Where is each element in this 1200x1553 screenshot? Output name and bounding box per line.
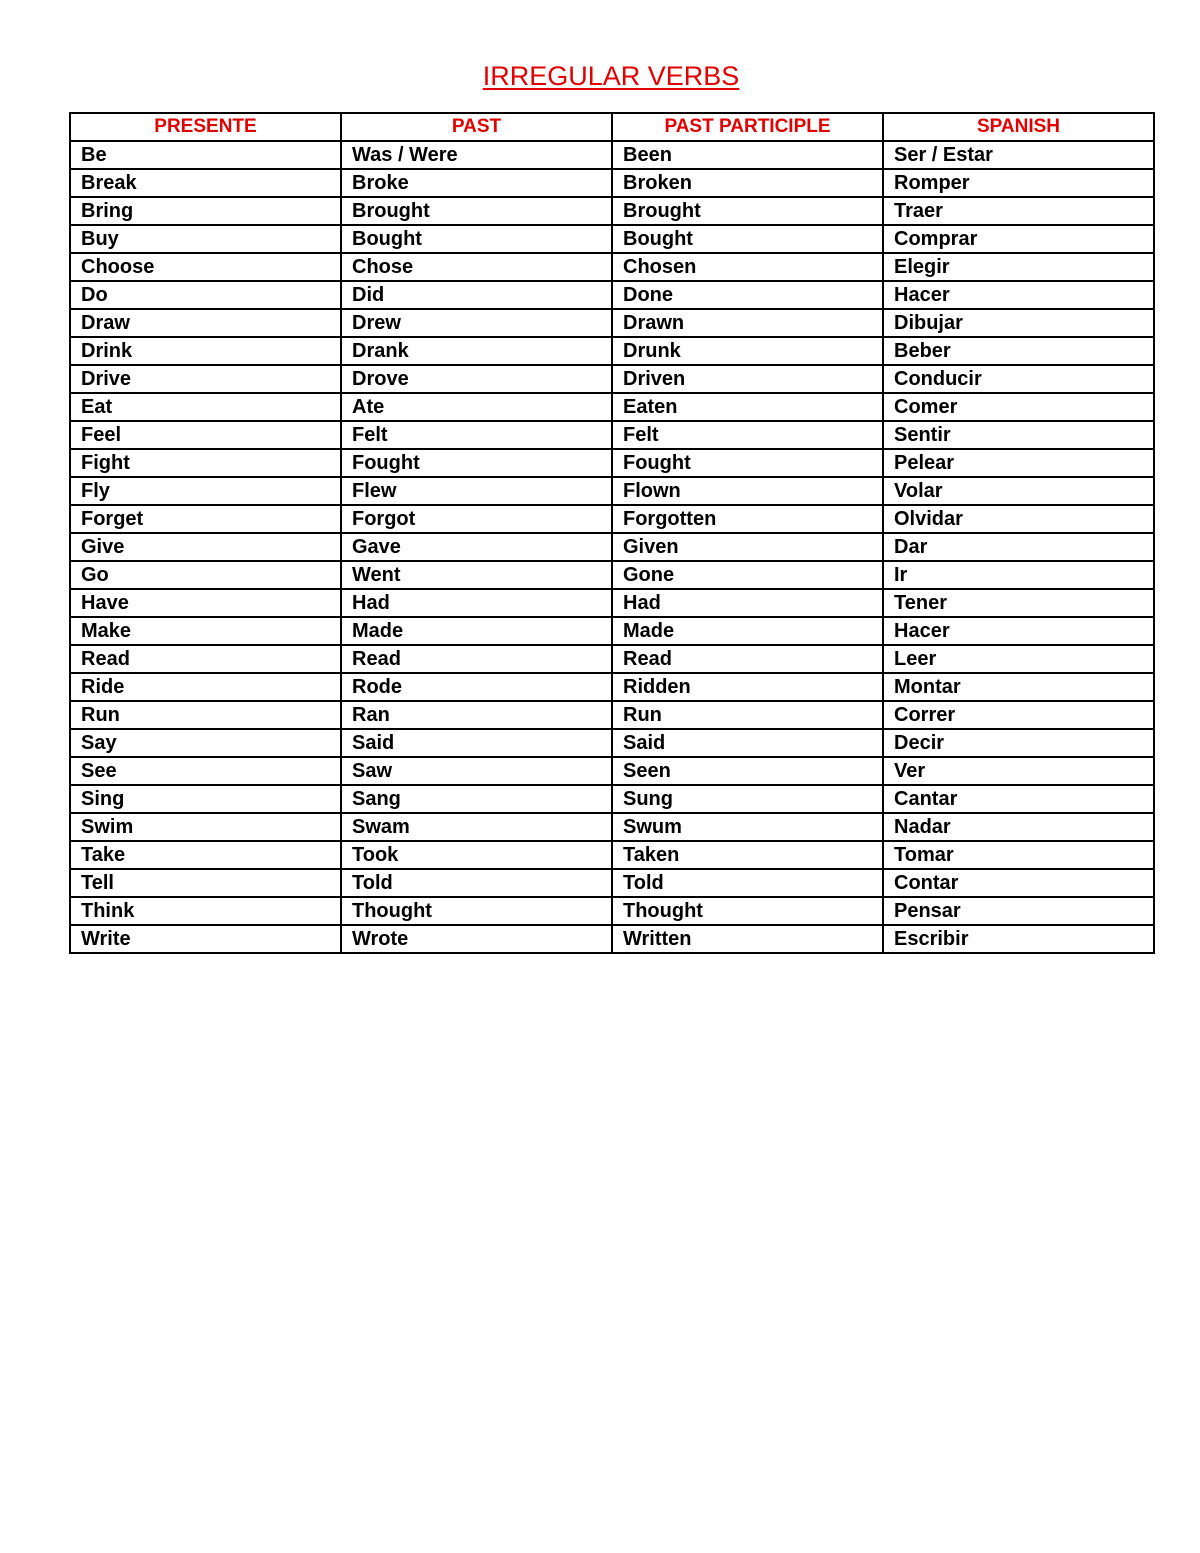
cell-spanish: Volar xyxy=(883,477,1154,505)
cell-presente: Buy xyxy=(70,225,341,253)
cell-past: Rode xyxy=(341,673,612,701)
table-row xyxy=(70,505,1154,533)
cell-spanish: Hacer xyxy=(883,617,1154,645)
cell-past: Said xyxy=(341,729,612,757)
table-row xyxy=(70,645,1154,673)
cell-past: Was / Were xyxy=(341,141,612,169)
table-row xyxy=(70,841,1154,869)
cell-past: Drank xyxy=(341,337,612,365)
cell-past: Went xyxy=(341,561,612,589)
cell-presente: Be xyxy=(70,141,341,169)
cell-spanish: Dar xyxy=(883,533,1154,561)
header-spanish: SPANISH xyxy=(883,113,1154,141)
cell-past-participle: Ridden xyxy=(612,673,883,701)
table-row xyxy=(70,197,1154,225)
table-row xyxy=(70,365,1154,393)
table-row xyxy=(70,533,1154,561)
cell-past: Gave xyxy=(341,533,612,561)
cell-past: Ran xyxy=(341,701,612,729)
cell-past: Felt xyxy=(341,421,612,449)
table-row xyxy=(70,925,1154,953)
cell-past: Ate xyxy=(341,393,612,421)
header-row xyxy=(70,113,1154,141)
cell-spanish: Ver xyxy=(883,757,1154,785)
cell-spanish: Beber xyxy=(883,337,1154,365)
cell-past-participle: Taken xyxy=(612,841,883,869)
cell-past-participle: Run xyxy=(612,701,883,729)
cell-past-participle: Had xyxy=(612,589,883,617)
table-row xyxy=(70,617,1154,645)
cell-spanish: Escribir xyxy=(883,925,1154,953)
table-row xyxy=(70,813,1154,841)
cell-past: Saw xyxy=(341,757,612,785)
cell-presente: Sing xyxy=(70,785,341,813)
cell-presente: Say xyxy=(70,729,341,757)
cell-spanish: Romper xyxy=(883,169,1154,197)
cell-past-participle: Given xyxy=(612,533,883,561)
cell-presente: Make xyxy=(70,617,341,645)
cell-spanish: Pensar xyxy=(883,897,1154,925)
cell-presente: Give xyxy=(70,533,341,561)
cell-presente: See xyxy=(70,757,341,785)
cell-presente: Draw xyxy=(70,309,341,337)
cell-past: Told xyxy=(341,869,612,897)
cell-past: Sang xyxy=(341,785,612,813)
cell-presente: Tell xyxy=(70,869,341,897)
cell-presente: Write xyxy=(70,925,341,953)
cell-past-participle: Gone xyxy=(612,561,883,589)
cell-spanish: Cantar xyxy=(883,785,1154,813)
cell-past: Brought xyxy=(341,197,612,225)
cell-past: Drove xyxy=(341,365,612,393)
cell-past-participle: Drawn xyxy=(612,309,883,337)
cell-spanish: Ir xyxy=(883,561,1154,589)
cell-presente: Have xyxy=(70,589,341,617)
header-past: PAST xyxy=(341,113,612,141)
cell-past-participle: Done xyxy=(612,281,883,309)
cell-spanish: Comer xyxy=(883,393,1154,421)
cell-presente: Ride xyxy=(70,673,341,701)
cell-spanish: Olvidar xyxy=(883,505,1154,533)
table-row xyxy=(70,897,1154,925)
cell-past: Read xyxy=(341,645,612,673)
cell-spanish: Tomar xyxy=(883,841,1154,869)
cell-presente: Take xyxy=(70,841,341,869)
cell-past-participle: Been xyxy=(612,141,883,169)
verb-table-header xyxy=(70,113,1154,141)
cell-past-participle: Written xyxy=(612,925,883,953)
table-row xyxy=(70,589,1154,617)
cell-past-participle: Drunk xyxy=(612,337,883,365)
cell-presente: Do xyxy=(70,281,341,309)
cell-presente: Read xyxy=(70,645,341,673)
table-row xyxy=(70,225,1154,253)
cell-past-participle: Thought xyxy=(612,897,883,925)
table-row xyxy=(70,449,1154,477)
cell-past-participle: Fought xyxy=(612,449,883,477)
cell-spanish: Comprar xyxy=(883,225,1154,253)
cell-past-participle: Forgotten xyxy=(612,505,883,533)
table-row xyxy=(70,757,1154,785)
verb-table xyxy=(69,112,1155,954)
cell-presente: Drink xyxy=(70,337,341,365)
table-row xyxy=(70,337,1154,365)
cell-past-participle: Brought xyxy=(612,197,883,225)
cell-past: Did xyxy=(341,281,612,309)
cell-spanish: Correr xyxy=(883,701,1154,729)
table-row xyxy=(70,253,1154,281)
table-row xyxy=(70,869,1154,897)
table-row xyxy=(70,141,1154,169)
cell-past-participle: Made xyxy=(612,617,883,645)
cell-past-participle: Swum xyxy=(612,813,883,841)
cell-spanish: Decir xyxy=(883,729,1154,757)
cell-presente: Eat xyxy=(70,393,341,421)
cell-spanish: Conducir xyxy=(883,365,1154,393)
cell-past: Thought xyxy=(341,897,612,925)
cell-past-participle: Broken xyxy=(612,169,883,197)
cell-past-participle: Told xyxy=(612,869,883,897)
cell-past: Had xyxy=(341,589,612,617)
cell-presente: Drive xyxy=(70,365,341,393)
cell-past: Swam xyxy=(341,813,612,841)
cell-spanish: Contar xyxy=(883,869,1154,897)
cell-past-participle: Bought xyxy=(612,225,883,253)
cell-past: Broke xyxy=(341,169,612,197)
cell-presente: Run xyxy=(70,701,341,729)
cell-spanish: Tener xyxy=(883,589,1154,617)
cell-past-participle: Said xyxy=(612,729,883,757)
cell-past: Took xyxy=(341,841,612,869)
cell-spanish: Leer xyxy=(883,645,1154,673)
cell-presente: Swim xyxy=(70,813,341,841)
verb-table-body xyxy=(70,141,1154,953)
header-presente: PRESENTE xyxy=(70,113,341,141)
cell-presente: Break xyxy=(70,169,341,197)
cell-spanish: Pelear xyxy=(883,449,1154,477)
table-row xyxy=(70,785,1154,813)
cell-spanish: Montar xyxy=(883,673,1154,701)
cell-presente: Fight xyxy=(70,449,341,477)
cell-past: Drew xyxy=(341,309,612,337)
cell-past: Made xyxy=(341,617,612,645)
cell-presente: Think xyxy=(70,897,341,925)
cell-past: Forgot xyxy=(341,505,612,533)
cell-past: Wrote xyxy=(341,925,612,953)
cell-presente: Bring xyxy=(70,197,341,225)
cell-presente: Go xyxy=(70,561,341,589)
table-row xyxy=(70,477,1154,505)
cell-presente: Forget xyxy=(70,505,341,533)
table-row xyxy=(70,309,1154,337)
page-title: IRREGULAR VERBS xyxy=(482,61,740,91)
cell-past-participle: Read xyxy=(612,645,883,673)
cell-past: Fought xyxy=(341,449,612,477)
cell-past-participle: Sung xyxy=(612,785,883,813)
cell-past-participle: Felt xyxy=(612,421,883,449)
cell-past: Chose xyxy=(341,253,612,281)
cell-spanish: Dibujar xyxy=(883,309,1154,337)
cell-past: Flew xyxy=(341,477,612,505)
cell-spanish: Nadar xyxy=(883,813,1154,841)
table-row xyxy=(70,281,1154,309)
cell-past: Bought xyxy=(341,225,612,253)
cell-presente: Choose xyxy=(70,253,341,281)
cell-spanish: Sentir xyxy=(883,421,1154,449)
table-row xyxy=(70,673,1154,701)
cell-presente: Fly xyxy=(70,477,341,505)
cell-spanish: Traer xyxy=(883,197,1154,225)
table-row xyxy=(70,561,1154,589)
table-row xyxy=(70,729,1154,757)
cell-past-participle: Flown xyxy=(612,477,883,505)
cell-past-participle: Seen xyxy=(612,757,883,785)
table-row xyxy=(70,421,1154,449)
table-row xyxy=(70,169,1154,197)
cell-past-participle: Eaten xyxy=(612,393,883,421)
table-row xyxy=(70,701,1154,729)
cell-spanish: Elegir xyxy=(883,253,1154,281)
cell-past-participle: Chosen xyxy=(612,253,883,281)
cell-spanish: Hacer xyxy=(883,281,1154,309)
table-row xyxy=(70,393,1154,421)
cell-presente: Feel xyxy=(70,421,341,449)
header-past-participle: PAST PARTICIPLE xyxy=(612,113,883,141)
cell-spanish: Ser / Estar xyxy=(883,141,1154,169)
cell-past-participle: Driven xyxy=(612,365,883,393)
